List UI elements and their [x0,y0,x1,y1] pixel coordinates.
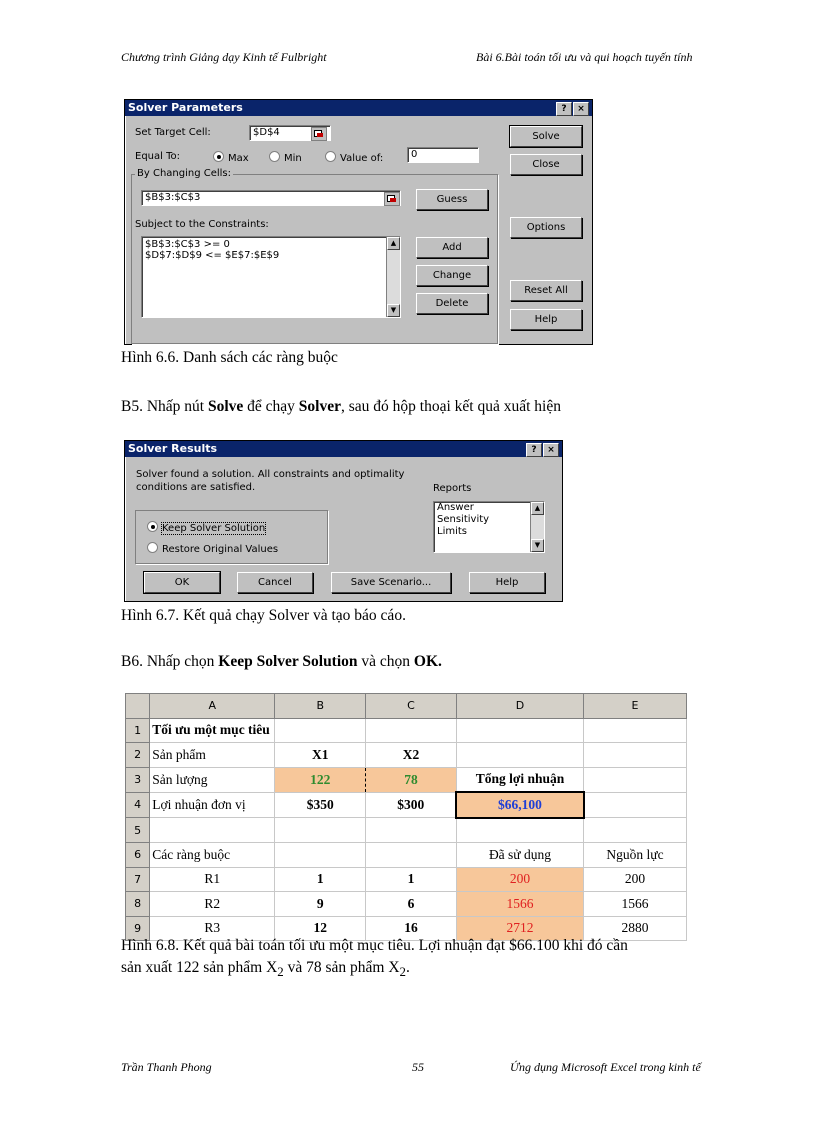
cell-c4[interactable]: $300 [366,792,457,818]
text: và 78 sản phẩm X [283,959,400,976]
constraints-scrollbar[interactable] [386,237,400,317]
paragraph-b5 [121,396,561,418]
collapse-dialog-icon[interactable] [311,127,327,141]
caption-fig-6-8 [121,935,745,983]
cell-d6[interactable]: Đã sử dụng [456,843,583,868]
results-message-line2: conditions are satisfied. [136,482,256,493]
solver-parameters-dialog [124,99,593,345]
dialog-titlebar [125,441,562,457]
caption-fig-6-6: Hình 6.6. Danh sách các ràng buộc [121,349,338,366]
cell-a2[interactable]: Sản phẩm [150,743,275,768]
cell-a5[interactable] [150,818,275,843]
close-icon[interactable]: × [573,102,589,116]
column-header-row [126,694,687,719]
cell-c1[interactable] [366,718,457,743]
cell-a7[interactable]: R1 [150,867,275,892]
row-header[interactable]: 3 [126,767,150,792]
cell-c8[interactable]: 6 [366,892,457,917]
text: B5. Nhấp nút [121,398,208,415]
radio-dot-icon [147,542,158,553]
reset-all-button[interactable]: Reset All [510,280,582,301]
cell-e9[interactable]: 2880 [584,916,687,941]
cell-b6[interactable] [275,843,366,868]
close-button[interactable]: Close [510,154,582,175]
help-button[interactable]: Help [510,309,582,330]
radio-max-label: Max [228,153,249,164]
add-button[interactable]: Add [416,237,488,258]
table-row [126,843,687,868]
col-header-a[interactable]: A [150,694,275,719]
delete-button[interactable]: Delete [416,293,488,314]
scroll-up-icon[interactable]: ▲ [387,237,400,250]
cell-c6[interactable] [366,843,457,868]
list-item[interactable]: $D$7:$D$9 <= $E$7:$E$9 [145,250,280,261]
cell-a9[interactable]: R3 [150,916,275,941]
row-header[interactable]: 2 [126,743,150,768]
cell-d7[interactable]: 200 [456,867,583,892]
cell-e1[interactable] [584,718,687,743]
cell-d2[interactable] [456,743,583,768]
radio-max[interactable] [213,151,249,164]
list-item[interactable]: Answer [437,502,474,513]
row-header[interactable]: 8 [126,892,150,917]
col-header-d[interactable]: D [456,694,583,719]
cell-d8[interactable]: 1566 [456,892,583,917]
results-message-line1: Solver found a solution. All constraints and optimality [136,469,405,480]
row-header[interactable]: 9 [126,916,150,941]
collapse-dialog-icon[interactable] [384,192,400,206]
row-header[interactable]: 7 [126,867,150,892]
equal-to-label: Equal To: [135,151,180,162]
value-of-input[interactable]: 0 [407,147,479,163]
table-row [126,867,687,892]
cell-d3[interactable]: Tổng lợi nhuận [456,767,583,792]
cell-a6[interactable]: Các ràng buộc [150,843,275,868]
spreadsheet [125,693,687,941]
col-header-c[interactable]: C [366,694,457,719]
cell-e8[interactable]: 1566 [584,892,687,917]
radio-dot-icon [325,151,336,162]
radio-min[interactable] [269,151,302,164]
reports-label: Reports [433,483,472,494]
cell-e6[interactable]: Nguồn lực [584,843,687,868]
cell-e5[interactable] [584,818,687,843]
radio-restore-label: Restore Original Values [162,544,279,555]
caption-line1: Hình 6.8. Kết quả bài toán tối ưu một mục tiêu. Lợi nhuận đạt $66.100 khi đó cần [121,937,628,954]
options-group [135,510,328,564]
radio-restore-values[interactable] [147,542,278,555]
options-button[interactable]: Options [510,217,582,238]
cell-b8[interactable]: 9 [275,892,366,917]
reports-scrollbar[interactable] [530,502,544,552]
dialog-titlebar [125,100,592,116]
cell-d4[interactable]: $66,100 [456,792,583,818]
constraints-label: Subject to the Constraints: [135,219,269,230]
row-header[interactable]: 6 [126,843,150,868]
cell-a8[interactable]: R2 [150,892,275,917]
table-row [126,892,687,917]
cell-b5[interactable] [275,818,366,843]
cell-e2[interactable] [584,743,687,768]
table-row [126,818,687,843]
text: và chọn [357,653,414,670]
reports-list[interactable] [433,501,545,553]
row-header[interactable]: 4 [126,792,150,818]
cell-e3[interactable] [584,767,687,792]
radio-keep-solution[interactable] [147,521,265,534]
corner-cell[interactable] [126,694,150,719]
cancel-button[interactable]: Cancel [237,572,313,593]
radio-dot-icon [147,521,158,532]
table-row [126,792,687,818]
guess-button[interactable]: Guess [416,189,488,210]
caption-fig-6-7: Hình 6.7. Kết quả chạy Solver và tạo báo cáo. [121,607,406,624]
table-row [126,743,687,768]
radio-dot-icon [269,151,280,162]
header-left: Chương trình Giảng dạy Kinh tế Fulbright [121,50,327,64]
radio-keep-label: Keep Solver Solution [162,523,266,534]
caption-line2 [121,957,745,983]
cell-c3[interactable]: 78 [366,767,457,792]
page-number: 55 [412,1060,424,1074]
text: để chạy [243,398,299,415]
help-icon[interactable]: ? [526,443,542,457]
cell-b3[interactable]: 122 [275,767,366,792]
table-row [126,767,687,792]
bold-text: Keep Solver Solution [218,653,358,670]
col-header-e[interactable]: E [584,694,687,719]
cell-d1[interactable] [456,718,583,743]
dialog-title: Solver Results [128,442,218,455]
list-item[interactable]: Limits [437,526,467,537]
scroll-down-icon[interactable]: ▼ [531,539,544,552]
save-scenario-button[interactable]: Save Scenario... [331,572,451,593]
cell-a4[interactable]: Lợi nhuận đơn vị [150,792,275,818]
cell-e7[interactable]: 200 [584,867,687,892]
solver-results-dialog [124,440,563,602]
radio-value-of-label: Value of: [340,153,384,164]
dialog-title: Solver Parameters [128,101,243,114]
cell-b1[interactable] [275,718,366,743]
radio-dot-icon [213,151,224,162]
text: sản xuất 122 sản phẩm X [121,959,278,976]
cell-d5[interactable] [456,818,583,843]
footer-title: Ứng dụng Microsoft Excel trong kinh tế [510,1060,701,1074]
bold-text: OK. [413,653,442,670]
help-icon[interactable]: ? [556,102,572,116]
text: B6. Nhấp chọn [121,653,219,670]
paragraph-b6 [121,651,442,673]
list-item[interactable]: $B$3:$C$3 >= 0 [145,239,230,250]
cell-d9[interactable]: 2712 [456,916,583,941]
by-changing-label: By Changing Cells: [137,168,232,179]
cell-b4[interactable]: $350 [275,792,366,818]
changing-cells-input[interactable]: $B$3:$C$3 [141,190,401,206]
list-item[interactable]: Sensitivity [437,514,490,525]
row-header[interactable]: 5 [126,818,150,843]
radio-value-of[interactable] [325,151,383,164]
scroll-up-icon[interactable]: ▲ [531,502,544,515]
row-header[interactable]: 1 [126,718,150,743]
text: . [405,959,410,976]
cell-c2[interactable]: X2 [366,743,457,768]
radio-min-label: Min [284,153,302,164]
cell-c9[interactable]: 16 [366,916,457,941]
table-row [126,718,687,743]
cell-b7[interactable]: 1 [275,867,366,892]
cell-b9[interactable]: 12 [275,916,366,941]
change-button[interactable]: Change [416,265,488,286]
header-right: Bài 6.Bài toán tối ưu và qui hoạch tuyến tính [476,50,693,64]
cell-c5[interactable] [366,818,457,843]
bold-text: Solve [207,398,244,415]
subscript: 2 [399,964,406,980]
close-icon[interactable]: × [543,443,559,457]
cell-a3[interactable]: Sản lượng [150,767,275,792]
set-target-label: Set Target Cell: [135,127,211,138]
cell-b2[interactable]: X1 [275,743,366,768]
target-cell-input[interactable]: $D$4 [249,125,331,141]
subscript: 2 [277,964,284,980]
help-button[interactable]: Help [469,572,545,593]
scroll-down-icon[interactable]: ▼ [387,304,400,317]
footer-author: Trần Thanh Phong [121,1060,212,1074]
solve-button[interactable]: Solve [510,126,582,147]
text: , sau đó hộp thoại kết quả xuất hiện [340,398,561,415]
col-header-b[interactable]: B [275,694,366,719]
cell-c7[interactable]: 1 [366,867,457,892]
ok-button[interactable]: OK [144,572,220,593]
cell-a1[interactable]: Tối ưu một mục tiêu [150,718,275,743]
bold-text: Solver [298,398,341,415]
cell-e4[interactable] [584,792,687,818]
constraints-list[interactable] [141,236,401,318]
